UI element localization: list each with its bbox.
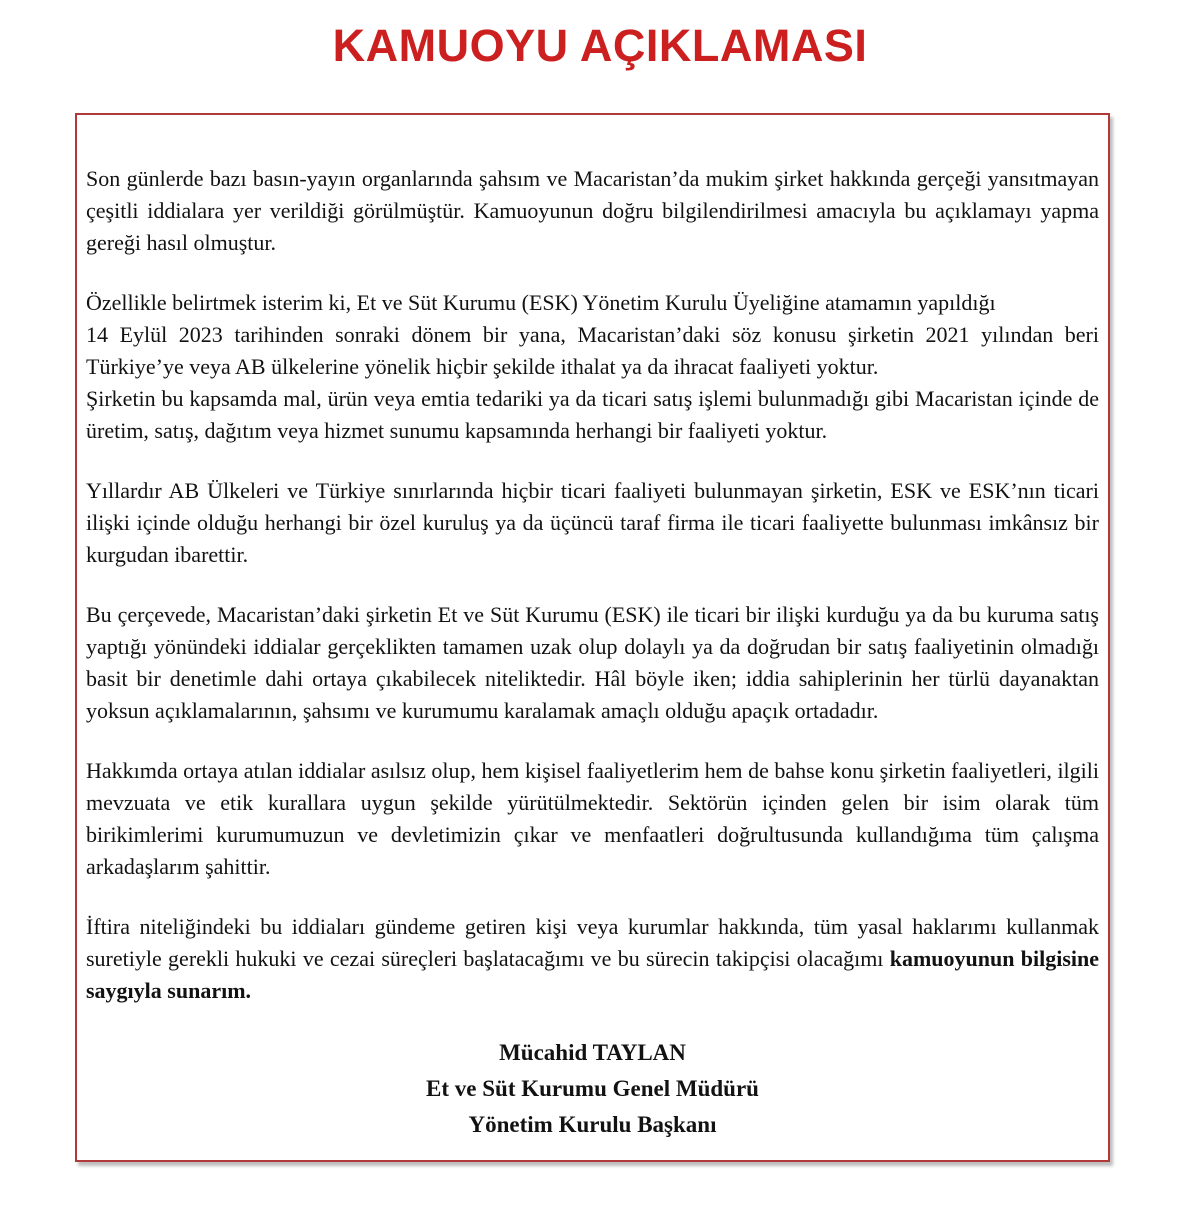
signature-role-1: Et ve Süt Kurumu Genel Müdürü (426, 1076, 759, 1101)
bold-text-run: kamuoyunun bilgisine saygıyla sunarım. (86, 946, 1100, 1003)
paragraph (86, 163, 1099, 259)
paragraph-text (86, 911, 1099, 1007)
paragraph (86, 755, 1099, 883)
text-run: Şirketin bu kapsamda mal, ürün veya emtia tedariki ya da ticari satış işlemi bulunmadığı gibi Macaristan içinde de üretim, satış, dağıtım veya hizmet sunumu kapsamında herhangi bir faaliyeti yoktur. (86, 386, 1099, 443)
paragraph-text (86, 755, 1099, 883)
paragraph (86, 475, 1099, 571)
text-run: Yıllardır AB Ülkeleri ve Türkiye sınırlarında hiçbir ticari faaliyeti bulunmayan şirketin, ESK ve ESK’nın ticari ilişki içinde olduğu herhangi bir özel kuruluş ya da üçüncü taraf firma ile ticari faaliyette bulunması imkânsız bir kurgudan ibarettir. (86, 478, 1099, 567)
statement-box (75, 113, 1110, 1162)
paragraph (86, 911, 1099, 1007)
signature-name: Mücahid TAYLAN (499, 1040, 686, 1065)
paragraph-text (86, 383, 1099, 447)
text-run: Bu çerçevede, Macaristan’daki şirketin Et ve Süt Kurumu (ESK) ile ticari bir ilişki kurduğu ya da bu kuruma satış yaptığı yönündeki iddialar gerçeklikten tamamen uzak olup dolaylı ya da doğrudan bir satış faaliyetinin olmadığı basit bir denetimle dahi ortaya çıkabilecek niteliktedir. Hâl böyle iken; iddia sahiplerinin her türlü dayanaktan yoksun açıklamalarının, şahsımı ve kurumumu karalamak amaçlı olduğu apaçık ortadadır. (86, 602, 1099, 723)
text-run: Son günlerde bazı basın-yayın organlarında şahsım ve Macaristan’da mukim şirket hakkında gerçeği yansıtmayan çeşitli iddialara yer verildiği görülmüştür. Kamuoyunun doğru bilgilendirilmesi amacıyla bu açıklamayı yapma gereği hasıl olmuştur. (86, 166, 1099, 255)
paragraph-text (86, 599, 1099, 727)
text-run: Hakkımda ortaya atılan iddialar asılsız olup, hem kişisel faaliyetlerim hem de bahse konu şirketin faaliyetleri, ilgili mevzuata ve etik kurallara uygun şekilde yürütülmektedir. Sektörün içinden gelen bir isim olarak tüm birikimlerimi kurumumuzun ve devletimizin çıkar ve menfaatleri doğrultusunda kullandığıma tüm çalışma arkadaşlarım şahittir. (86, 758, 1099, 879)
paragraph-text (86, 319, 1099, 383)
text-run: İftira niteliğindeki bu iddiaları gündeme getiren kişi veya kurumlar hakkında, tüm yasal haklarımı kullanmak suretiyle gerekli hukuki ve cezai süreçleri başlatacağımı ve bu sürecin takipçisi olacağımı (86, 914, 1099, 971)
paragraph-text (86, 475, 1099, 571)
signature-block (86, 1035, 1099, 1143)
paragraph-text (86, 163, 1099, 259)
text-run: Özellikle belirtmek isterim ki, Et ve Süt Kurumu (ESK) Yönetim Kurulu Üyeliğine atamamın yapıldığı (86, 290, 996, 315)
statement-paragraphs (86, 163, 1099, 1007)
text-run: 14 Eylül 2023 tarihinden sonraki dönem bir yana, Macaristan’daki söz konusu şirketin 2021 yılından beri Türkiye’ye veya AB ülkelerine yönelik hiçbir şekilde ithalat ya da ihracat faaliyeti yoktur. (86, 322, 1099, 379)
page-title: KAMUOYU AÇIKLAMASI (332, 20, 868, 71)
signature-role-2: Yönetim Kurulu Başkanı (468, 1112, 717, 1137)
paragraph (86, 287, 1099, 447)
paragraph-text (86, 287, 1099, 319)
paragraph (86, 599, 1099, 727)
